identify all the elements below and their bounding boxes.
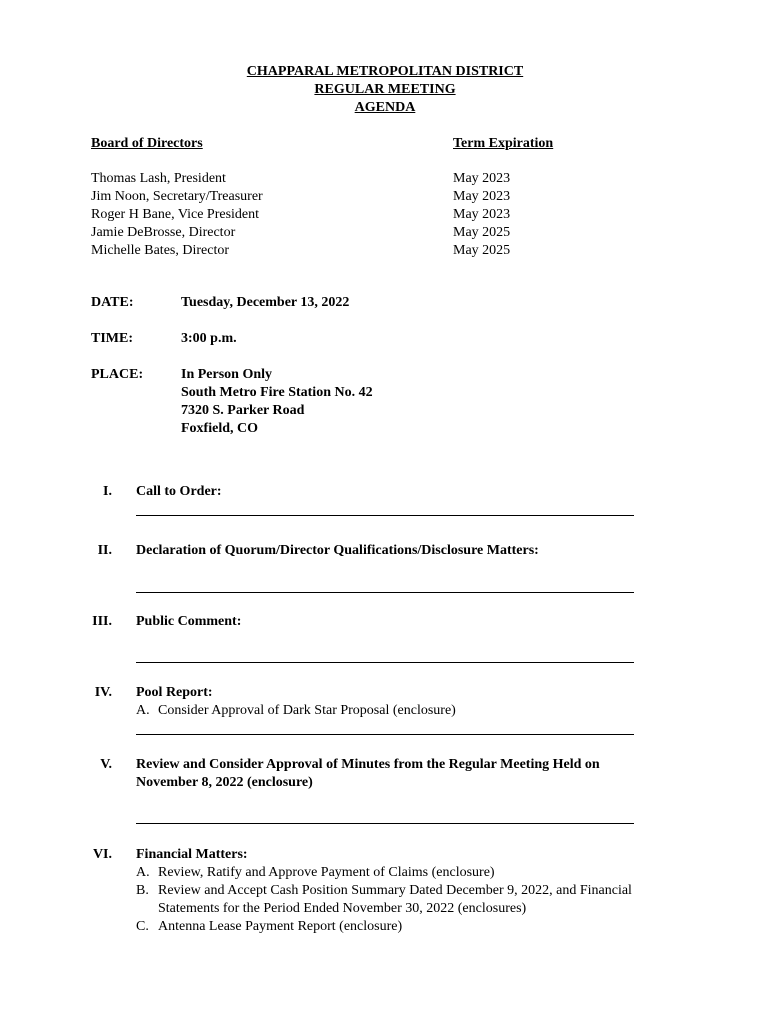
item-title: Financial Matters: bbox=[136, 847, 248, 862]
term-heading: Term Expiration bbox=[453, 136, 554, 151]
item-number: VI. bbox=[92, 847, 112, 862]
sub-item-letter: C. bbox=[136, 919, 149, 934]
place-line: 7320 S. Parker Road bbox=[181, 403, 305, 418]
director-list bbox=[91, 170, 263, 260]
place-value bbox=[181, 366, 373, 438]
item-number: I. bbox=[103, 484, 112, 499]
term-expiration: May 2023 bbox=[453, 171, 511, 186]
item-number: IV. bbox=[94, 685, 112, 700]
board-heading: Board of Directors bbox=[91, 136, 203, 151]
sub-item bbox=[136, 702, 681, 720]
place-line: South Metro Fire Station No. 42 bbox=[181, 385, 373, 400]
term-expiration: May 2023 bbox=[453, 189, 511, 204]
sub-item-text: Review and Accept Cash Position Summary Dated December 9, 2022, and Financial Statements for the Period Ended November 30, 2022 (enclosures) bbox=[158, 883, 632, 916]
notes-line bbox=[136, 592, 634, 593]
notes-line bbox=[136, 734, 634, 735]
date-value: Tuesday, December 13, 2022 bbox=[181, 295, 350, 310]
item-title: Public Comment: bbox=[136, 614, 242, 629]
director-name: Jamie DeBrosse, Director bbox=[91, 225, 236, 240]
time-value: 3:00 p.m. bbox=[181, 331, 237, 346]
director-name: Thomas Lash, President bbox=[91, 171, 226, 186]
item-number: V. bbox=[100, 757, 112, 772]
sub-item-letter: A. bbox=[136, 703, 150, 718]
term-expiration: May 2025 bbox=[453, 225, 511, 240]
term-list bbox=[453, 170, 510, 260]
item-title: Declaration of Quorum/Director Qualifications/Disclosure Matters: bbox=[136, 543, 539, 558]
sub-item-letter: A. bbox=[136, 865, 150, 880]
director-name: Jim Noon, Secretary/Treasurer bbox=[91, 189, 263, 204]
notes-line bbox=[136, 515, 634, 516]
item-number: II. bbox=[97, 543, 112, 558]
item-title: Review and Consider Approval of Minutes from the Regular Meeting Held on November 8, 2022 (enclosure) bbox=[136, 757, 600, 790]
term-expiration: May 2025 bbox=[453, 243, 511, 258]
document-header bbox=[0, 63, 770, 117]
document-title: AGENDA bbox=[354, 100, 416, 115]
place-line: Foxfield, CO bbox=[181, 421, 258, 436]
meeting-type: REGULAR MEETING bbox=[314, 82, 456, 97]
sub-item bbox=[136, 864, 696, 882]
time-label: TIME: bbox=[91, 331, 133, 346]
place-line: In Person Only bbox=[181, 367, 273, 382]
date-label: DATE: bbox=[91, 295, 134, 310]
place-label: PLACE: bbox=[91, 367, 144, 382]
notes-line bbox=[136, 662, 634, 663]
item-number: III. bbox=[92, 614, 112, 629]
sub-item-letter: B. bbox=[136, 883, 149, 898]
sub-item bbox=[136, 882, 696, 918]
director-name: Michelle Bates, Director bbox=[91, 243, 230, 258]
sub-item-text: Consider Approval of Dark Star Proposal (enclosure) bbox=[158, 703, 456, 718]
sub-item bbox=[136, 918, 696, 936]
notes-line bbox=[136, 823, 634, 824]
sub-item-text: Review, Ratify and Approve Payment of Claims (enclosure) bbox=[158, 865, 495, 880]
district-name: CHAPPARAL METROPOLITAN DISTRICT bbox=[246, 64, 524, 79]
item-title: Call to Order: bbox=[136, 484, 222, 499]
item-title: Pool Report: bbox=[136, 685, 213, 700]
term-expiration: May 2023 bbox=[453, 207, 511, 222]
sub-item-text: Antenna Lease Payment Report (enclosure) bbox=[158, 919, 403, 934]
director-name: Roger H Bane, Vice President bbox=[91, 207, 260, 222]
